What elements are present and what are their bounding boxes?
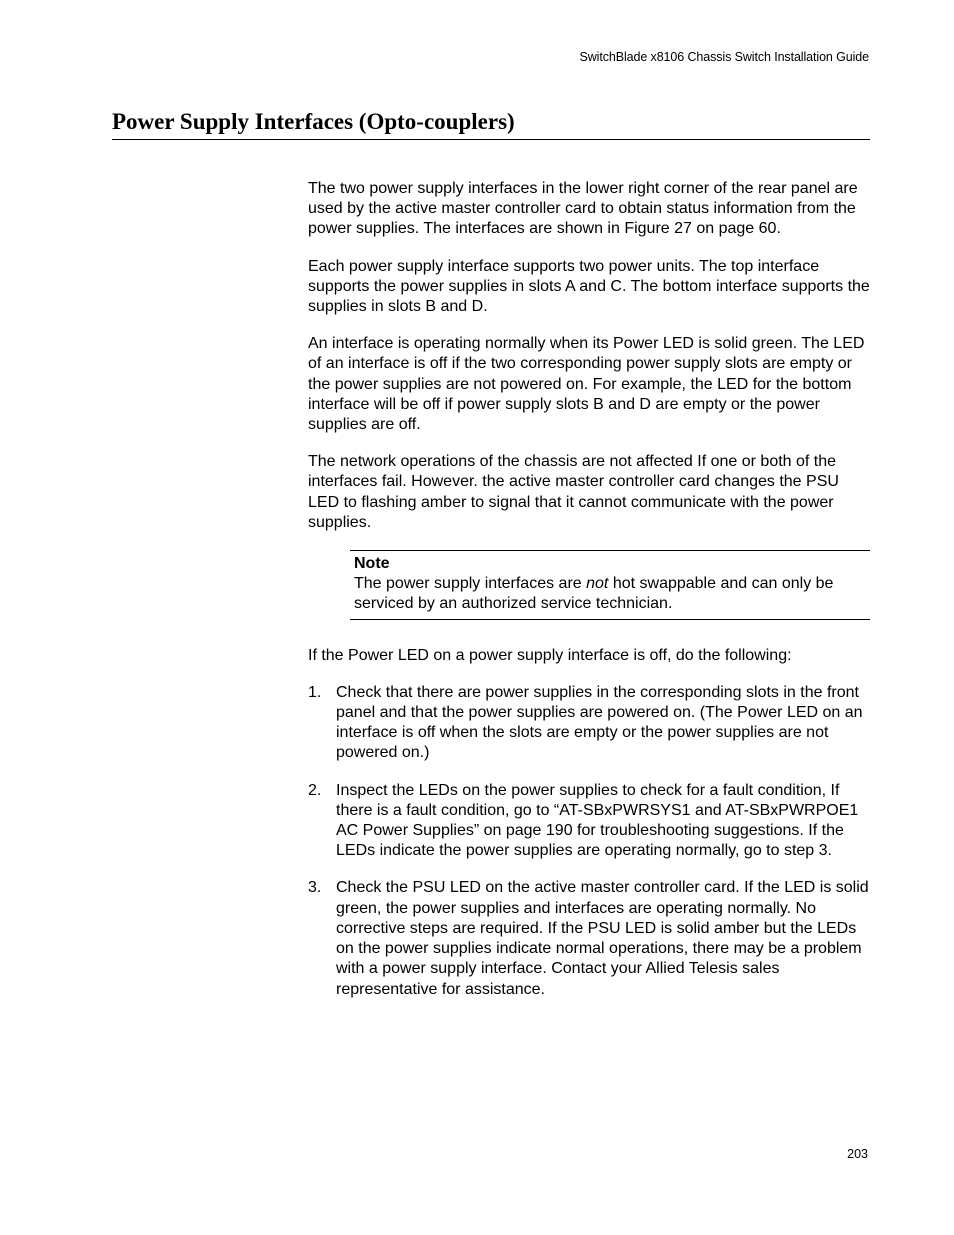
step-item	[308, 781, 870, 862]
body-content	[308, 179, 870, 1017]
section-title: Power Supply Interfaces (Opto-couplers)	[112, 109, 515, 134]
step-number: 2.	[308, 781, 322, 799]
note-label: Note	[354, 555, 390, 573]
step-item	[308, 878, 870, 999]
steps-intro: If the Power LED on a power supply interface is off, do the following:	[308, 646, 792, 664]
step-number: 1.	[308, 683, 322, 701]
note-text	[354, 574, 866, 614]
step-text: Check the PSU LED on the active master controller card. If the LED is solid green, the power supplies and interfaces are operating normally. No corrective steps are required. If the PSU LED is solid amber but the LEDs on the power supplies indicate normal operations, there may be a problem with a power supply interface. Contact your Allied Telesis sales representative for assistance.	[336, 879, 869, 998]
body-paragraph: The two power supply interfaces in the lower right corner of the rear panel are used by the active master controller card to obtain status information from the power supplies. The interfaces are shown in Figure 27 on page 60.	[308, 180, 858, 238]
note-box	[350, 550, 870, 620]
step-item	[308, 683, 870, 764]
body-paragraph: Each power supply interface supports two power units. The top interface supports the power supplies in slots A and C. The bottom interface supports the supplies in slots B and D.	[308, 257, 870, 316]
running-header: SwitchBlade x8106 Chassis Switch Installation Guide	[579, 50, 869, 64]
body-paragraph: The network operations of the chassis are not affected If one or both of the interfaces fail. However. the active master controller card changes the PSU LED to flashing amber to signal that it cannot communicate with the power supplies.	[308, 453, 839, 531]
step-number: 3.	[308, 879, 322, 897]
note-text-start: The power supply interfaces are	[354, 575, 587, 593]
page-number: 203	[847, 1147, 868, 1161]
step-text: Inspect the LEDs on the power supplies to check for a fault condition, If there is a fault condition, go to “AT-SBxPWRSYS1 and AT-SBxPWRPOE1 AC Power Supplies” on page 190 for troubleshooting suggestions. If the LEDs indicate the power supplies are operating normally, go to step 3.	[336, 781, 859, 860]
title-rule	[112, 139, 870, 140]
note-text-end: hot swappable and can only be serviced by an authorized service technician.	[354, 575, 834, 613]
note-emphasis: not	[586, 575, 609, 593]
body-paragraph: An interface is operating normally when its Power LED is solid green. The LED of an interface is off if the two corresponding power supply slots are empty or the power supplies are not powered on. For example, the LED for the bottom interface will be off if power supply slots B and D are empty or the power supplies are off.	[308, 335, 865, 434]
steps-list	[308, 683, 870, 1000]
step-text: Check that there are power supplies in the corresponding slots in the front panel and that the power supplies are powered on. (The Power LED on an interface is off when the slots are empty or the power supplies are not powered on.)	[336, 683, 863, 762]
